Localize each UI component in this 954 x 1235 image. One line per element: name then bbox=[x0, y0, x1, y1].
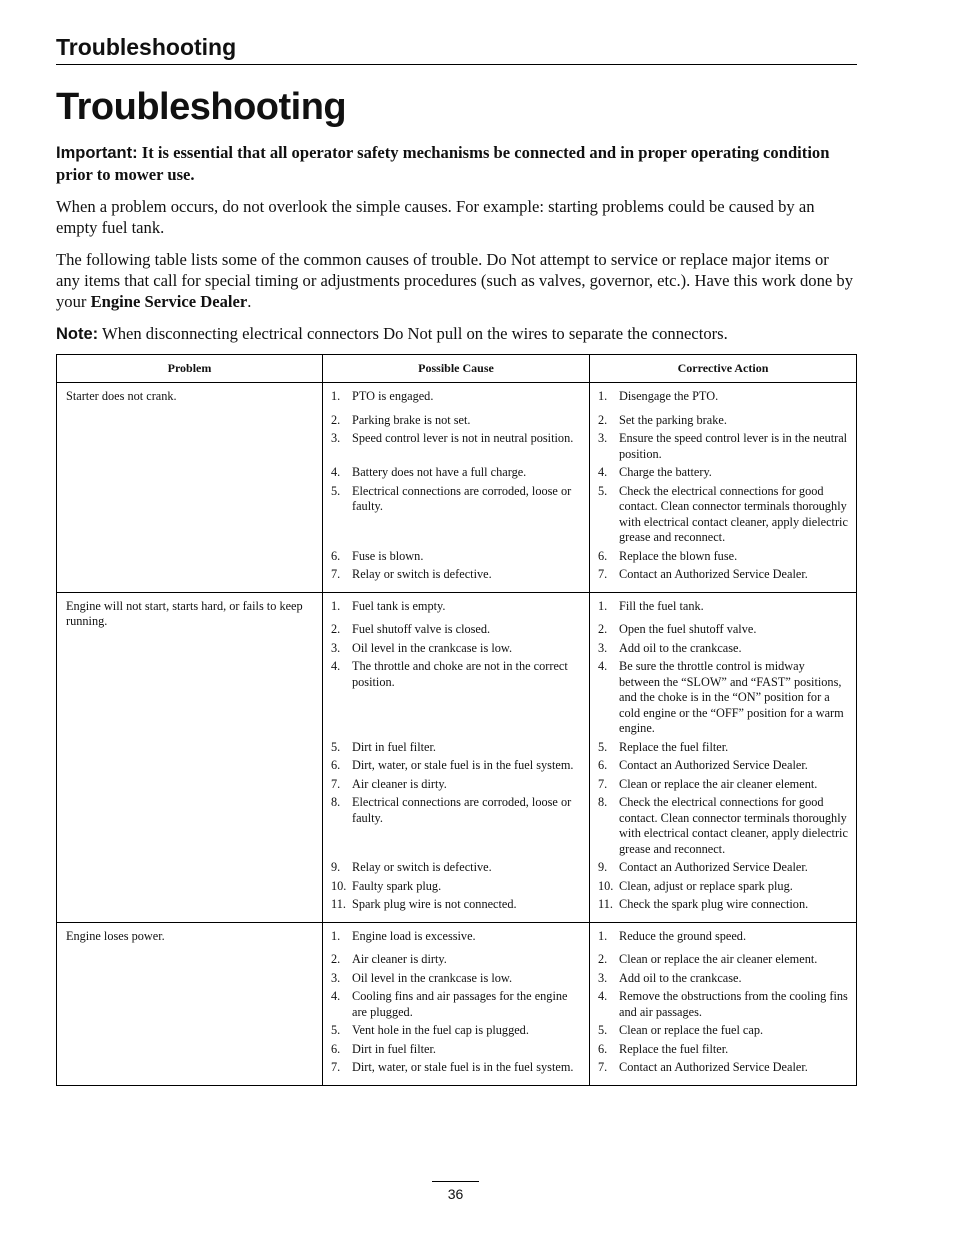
list-item bbox=[331, 777, 581, 793]
item-number: 11. bbox=[331, 897, 346, 911]
list-item bbox=[598, 971, 848, 987]
item-number: 9. bbox=[331, 860, 341, 874]
item-number: 1. bbox=[331, 928, 341, 943]
item-number: 5. bbox=[331, 483, 341, 498]
important-notice bbox=[56, 142, 856, 185]
possible-cause-cell bbox=[323, 592, 590, 922]
item-number: 10. bbox=[331, 878, 347, 893]
item-text: Clean or replace the air cleaner element. bbox=[619, 952, 818, 966]
item-text: Clean, adjust or replace spark plug. bbox=[619, 878, 793, 893]
list-item bbox=[331, 641, 581, 657]
list-item bbox=[598, 952, 848, 968]
item-number: 10. bbox=[598, 878, 614, 893]
item-number: 5. bbox=[598, 483, 608, 498]
item-text: Battery does not have a full charge. bbox=[352, 465, 527, 479]
list-item bbox=[598, 622, 848, 638]
item-number: 6. bbox=[598, 758, 608, 772]
item-text: Replace the fuel filter. bbox=[619, 739, 729, 754]
list-item bbox=[331, 989, 581, 1020]
item-number: 3. bbox=[598, 431, 608, 445]
list-item bbox=[331, 431, 581, 462]
important-text: It is essential that all operator safety mechanisms be connected and in proper operating condition prior to mower use. bbox=[56, 143, 830, 184]
list-item bbox=[598, 659, 848, 737]
item-number: 4. bbox=[598, 989, 608, 1003]
header-problem: Problem bbox=[57, 355, 323, 383]
list-item bbox=[331, 740, 581, 756]
item-text: Dirt in fuel filter. bbox=[352, 739, 437, 754]
item-number: 8. bbox=[331, 795, 341, 809]
item-number: 3. bbox=[598, 640, 608, 655]
item-number: 4. bbox=[598, 659, 608, 673]
note-label: Note: bbox=[56, 325, 99, 343]
list-item bbox=[598, 795, 848, 857]
item-number: 7. bbox=[331, 1060, 341, 1074]
item-text: Add oil to the crankcase. bbox=[619, 640, 742, 655]
header-corrective-action: Corrective Action bbox=[590, 355, 857, 383]
list-item bbox=[331, 897, 581, 913]
item-text: Engine load is excessive. bbox=[352, 928, 476, 943]
problem-cell: Engine will not start, starts hard, or fails to keep running. bbox=[57, 592, 323, 922]
item-number: 11. bbox=[598, 897, 613, 911]
table-intro-text: The following table lists some of the common causes of trouble. Do Not attempt to service or replace major items or any items that call for special timing or adjustments procedures (such as valves, governor, etc.). Have this work done by your bbox=[56, 250, 853, 311]
intro-paragraph: When a problem occurs, do not overlook the simple causes. For example: starting problems could be caused by an empty fuel tank. bbox=[56, 197, 815, 237]
list-item bbox=[598, 897, 848, 913]
item-number: 6. bbox=[598, 1041, 608, 1056]
item-text: Reduce the ground speed. bbox=[619, 928, 747, 943]
item-text: Oil level in the crankcase is low. bbox=[352, 970, 513, 985]
list-item bbox=[598, 641, 848, 657]
item-number: 1. bbox=[598, 598, 608, 613]
list-item bbox=[598, 567, 848, 583]
item-text: Dirt, water, or stale fuel is in the fuel system. bbox=[352, 758, 574, 772]
troubleshooting-table bbox=[56, 354, 857, 1086]
item-text: Ensure the speed control lever is in the neutral position. bbox=[619, 431, 848, 461]
list-item bbox=[598, 1060, 848, 1076]
item-text: The throttle and choke are not in the correct position. bbox=[352, 659, 568, 689]
possible-cause-cell bbox=[323, 922, 590, 1085]
action-list bbox=[598, 599, 848, 913]
item-text: Fuel shutoff valve is closed. bbox=[352, 622, 491, 636]
table-row bbox=[57, 922, 857, 1085]
item-number: 1. bbox=[598, 928, 608, 943]
list-item bbox=[331, 599, 581, 615]
item-text: PTO is engaged. bbox=[352, 389, 434, 403]
item-number: 2. bbox=[598, 622, 608, 636]
note-text: When disconnecting electrical connectors Do Not pull on the wires to separate the connectors. bbox=[102, 324, 728, 343]
item-text: Disengage the PTO. bbox=[619, 389, 719, 403]
item-text: Oil level in the crankcase is low. bbox=[352, 640, 513, 655]
item-text: Electrical connections are corroded, loose or faulty. bbox=[352, 795, 572, 825]
item-number: 4. bbox=[331, 465, 341, 479]
item-text: Relay or switch is defective. bbox=[352, 860, 492, 874]
item-text: Set the parking brake. bbox=[619, 412, 727, 427]
item-text: Clean or replace the air cleaner element. bbox=[619, 776, 818, 791]
cause-list bbox=[331, 599, 581, 913]
item-text: Contact an Authorized Service Dealer. bbox=[619, 758, 808, 772]
item-number: 6. bbox=[331, 758, 341, 772]
list-item bbox=[331, 860, 581, 876]
table-header-row bbox=[57, 355, 857, 383]
item-text: Be sure the throttle control is midway between the “SLOW” and “FAST” positions, and the choke is in the “ON” position for a cold engine or the “OFF” position for a warm engine. bbox=[619, 659, 844, 735]
list-item bbox=[598, 879, 848, 895]
list-item bbox=[598, 929, 848, 945]
item-text: Check the electrical connections for good contact. Clean connector terminals thoroughly with electrical contact cleaner, apply dielectric grease and reconnect. bbox=[619, 483, 848, 544]
dealer-emphasis: Engine Service Dealer bbox=[90, 292, 248, 311]
list-item bbox=[331, 659, 581, 737]
item-text: Add oil to the crankcase. bbox=[619, 970, 742, 985]
item-number: 5. bbox=[331, 1023, 341, 1037]
item-number: 6. bbox=[331, 1041, 341, 1056]
item-text: Relay or switch is defective. bbox=[352, 567, 492, 581]
item-number: 4. bbox=[331, 659, 341, 673]
item-number: 5. bbox=[331, 739, 341, 754]
list-item bbox=[331, 484, 581, 546]
action-list bbox=[598, 929, 848, 1076]
cause-list bbox=[331, 389, 581, 583]
item-number: 4. bbox=[598, 465, 608, 479]
item-number: 1. bbox=[598, 389, 608, 403]
item-text: Check the spark plug wire connection. bbox=[619, 897, 809, 911]
important-label: Important: bbox=[56, 144, 138, 162]
list-item bbox=[598, 484, 848, 546]
item-text: Dirt, water, or stale fuel is in the fuel system. bbox=[352, 1060, 574, 1074]
list-item bbox=[331, 929, 581, 945]
item-number: 8. bbox=[598, 795, 608, 809]
running-header: Troubleshooting bbox=[56, 34, 857, 65]
possible-cause-cell bbox=[323, 383, 590, 593]
list-item bbox=[598, 1042, 848, 1058]
list-item bbox=[598, 431, 848, 462]
item-number: 7. bbox=[331, 567, 341, 581]
item-number: 6. bbox=[598, 548, 608, 563]
item-number: 1. bbox=[331, 598, 341, 613]
list-item bbox=[331, 971, 581, 987]
item-number: 2. bbox=[598, 952, 608, 966]
item-number: 1. bbox=[331, 389, 341, 403]
list-item bbox=[598, 465, 848, 481]
item-number: 6. bbox=[331, 548, 341, 563]
list-item bbox=[331, 465, 581, 481]
list-item bbox=[331, 952, 581, 968]
item-number: 7. bbox=[598, 567, 608, 581]
table-intro-end: . bbox=[247, 292, 252, 311]
problem-cell: Starter does not crank. bbox=[57, 383, 323, 593]
item-text: Air cleaner is dirty. bbox=[352, 776, 447, 791]
item-text: Speed control lever is not in neutral position. bbox=[352, 431, 574, 445]
item-text: Spark plug wire is not connected. bbox=[352, 897, 517, 911]
item-text: Fuse is blown. bbox=[352, 548, 424, 563]
item-text: Vent hole in the fuel cap is plugged. bbox=[352, 1023, 529, 1037]
list-item bbox=[331, 758, 581, 774]
item-number: 4. bbox=[331, 989, 341, 1003]
table-intro-paragraph bbox=[56, 249, 856, 312]
list-item bbox=[598, 777, 848, 793]
list-item bbox=[331, 413, 581, 429]
item-number: 5. bbox=[598, 1023, 608, 1037]
item-number: 5. bbox=[598, 739, 608, 754]
item-text: Open the fuel shutoff valve. bbox=[619, 622, 757, 636]
item-number: 3. bbox=[331, 640, 341, 655]
list-item bbox=[331, 879, 581, 895]
header-possible-cause: Possible Cause bbox=[323, 355, 590, 383]
list-item bbox=[331, 549, 581, 565]
problem-cell: Engine loses power. bbox=[57, 922, 323, 1085]
item-text: Fuel tank is empty. bbox=[352, 598, 446, 613]
item-text: Dirt in fuel filter. bbox=[352, 1041, 437, 1056]
list-item bbox=[598, 599, 848, 615]
list-item bbox=[598, 989, 848, 1020]
item-number: 7. bbox=[598, 776, 608, 791]
list-item bbox=[598, 860, 848, 876]
list-item bbox=[331, 795, 581, 857]
corrective-action-cell bbox=[590, 922, 857, 1085]
item-number: 9. bbox=[598, 860, 608, 874]
item-number: 3. bbox=[598, 970, 608, 985]
item-text: Contact an Authorized Service Dealer. bbox=[619, 1060, 808, 1074]
page-number: 36 bbox=[432, 1181, 479, 1202]
item-text: Replace the fuel filter. bbox=[619, 1041, 729, 1056]
list-item bbox=[598, 740, 848, 756]
list-item bbox=[331, 567, 581, 583]
item-text: Parking brake is not set. bbox=[352, 412, 471, 427]
page-title: Troubleshooting bbox=[56, 86, 347, 128]
item-text: Remove the obstructions from the cooling fins and air passages. bbox=[619, 989, 848, 1019]
note bbox=[56, 323, 856, 345]
list-item bbox=[331, 1042, 581, 1058]
list-item bbox=[331, 1060, 581, 1076]
item-number: 2. bbox=[598, 412, 608, 427]
table-row bbox=[57, 383, 857, 593]
item-number: 7. bbox=[598, 1060, 608, 1074]
cause-list bbox=[331, 929, 581, 1076]
table-row bbox=[57, 592, 857, 922]
corrective-action-cell bbox=[590, 383, 857, 593]
item-text: Contact an Authorized Service Dealer. bbox=[619, 860, 808, 874]
action-list bbox=[598, 389, 848, 583]
item-text: Cooling fins and air passages for the engine are plugged. bbox=[352, 989, 568, 1019]
list-item bbox=[598, 758, 848, 774]
list-item bbox=[331, 1023, 581, 1039]
item-text: Faulty spark plug. bbox=[352, 878, 442, 893]
corrective-action-cell bbox=[590, 592, 857, 922]
item-text: Electrical connections are corroded, loose or faulty. bbox=[352, 483, 572, 513]
list-item bbox=[598, 549, 848, 565]
item-text: Replace the blown fuse. bbox=[619, 548, 738, 563]
list-item bbox=[331, 622, 581, 638]
item-text: Contact an Authorized Service Dealer. bbox=[619, 567, 808, 581]
item-text: Clean or replace the fuel cap. bbox=[619, 1023, 764, 1037]
list-item bbox=[331, 389, 581, 405]
item-number: 7. bbox=[331, 776, 341, 791]
item-number: 2. bbox=[331, 952, 341, 966]
list-item bbox=[598, 389, 848, 405]
item-text: Check the electrical connections for good contact. Clean connector terminals thoroughly with electrical contact cleaner, apply dielectric grease and reconnect. bbox=[619, 795, 848, 856]
item-number: 2. bbox=[331, 622, 341, 636]
list-item bbox=[598, 413, 848, 429]
item-text: Charge the battery. bbox=[619, 465, 712, 479]
item-number: 3. bbox=[331, 970, 341, 985]
item-number: 3. bbox=[331, 431, 341, 445]
item-number: 2. bbox=[331, 412, 341, 427]
item-text: Fill the fuel tank. bbox=[619, 598, 704, 613]
item-text: Air cleaner is dirty. bbox=[352, 952, 447, 966]
list-item bbox=[598, 1023, 848, 1039]
